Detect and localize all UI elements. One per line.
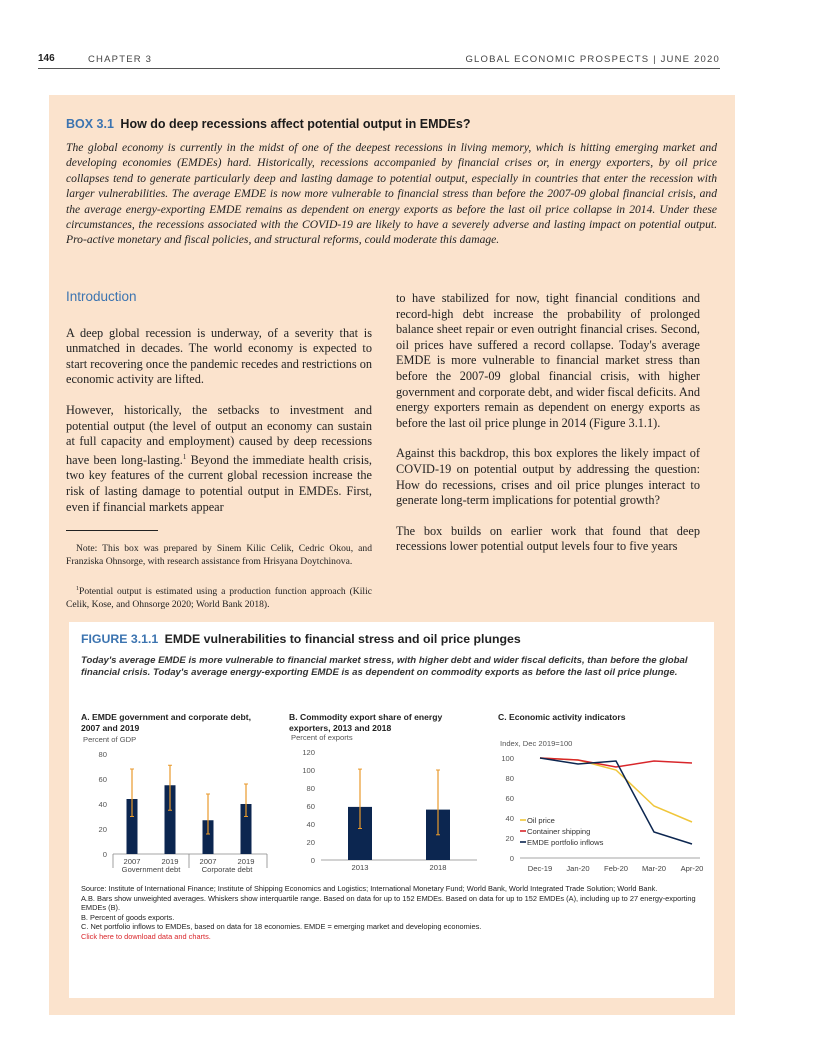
paragraph-text: However, historically, the setbacks to investment and potential output (the level of output an economy can sustain at full capacity and employment) caused by deep recessions have been long-lasting. <box>66 402 372 467</box>
legend-label: Container shipping <box>527 827 591 836</box>
running-header <box>38 52 720 69</box>
figure-3-1-1 <box>69 622 714 998</box>
x-tick-label: 2019 <box>161 857 179 866</box>
panel-c-title: C. Economic activity indicators <box>498 712 626 722</box>
footnote-ref: 1 <box>182 452 187 461</box>
x-tick-label: 2013 <box>351 863 369 872</box>
y-tick-label: 0 <box>509 854 514 863</box>
box-title-text: How do deep recessions affect potential output in EMDEs? <box>120 117 471 131</box>
y-tick-label: 100 <box>302 766 315 775</box>
legend-label: Oil price <box>527 816 555 825</box>
y-tick-label: 20 <box>306 838 315 847</box>
x-tick-label: Jan-20 <box>566 864 590 873</box>
footnote-number: 1 <box>76 586 79 593</box>
y-tick-label: 20 <box>505 834 514 843</box>
figure-title <box>81 632 521 646</box>
section-heading: Introduction <box>66 289 137 304</box>
running-title: GLOBAL ECONOMIC PROSPECTS | JUNE 2020 <box>465 54 720 65</box>
y-tick-label: 100 <box>501 754 514 763</box>
legend-label: EMDE portfolio inflows <box>527 838 604 847</box>
y-tick-label: 0 <box>102 850 107 859</box>
group-label: Government debt <box>121 865 181 874</box>
figure-label: FIGURE 3.1.1 <box>81 632 159 646</box>
text-column-left <box>66 289 372 626</box>
panel-a-title: A. EMDE government and corporate debt, 2007 and 2019 <box>81 712 251 733</box>
y-tick-label: 40 <box>306 820 315 829</box>
footnote <box>66 583 372 611</box>
panel-b-title: B. Commodity export share of energy exporters, 2013 and 2018 <box>289 712 443 733</box>
chart-panel-b <box>289 733 479 880</box>
figure-subtitle: Today's average EMDE is more vulnerable to financial market stress, with higher debt and wider fiscal deficits, than before the global financial crisis. Today's average energy-exporting EMDE is as dependent on commodity exports as before the last oil price plunge. <box>81 655 688 678</box>
paragraph: A deep global recession is underway, of a severity that is unmatched in decades. The world economy is expected to start recovering once the pandemic recedes and restrictions on economic activity are lifted. <box>66 325 372 387</box>
chapter-label: CHAPTER 3 <box>88 54 153 65</box>
x-tick-label: Dec-19 <box>527 864 553 873</box>
y-axis-label: Index, Dec 2019=100 <box>500 739 573 748</box>
figure-source: Source: Institute of International Finance; Institute of Shipping Economics and Logistics; International Monetary Fund; World Bank, World Integrated Trade Solution; World Bank. <box>81 884 658 893</box>
paragraph: Against this backdrop, this box explores the likely impact of COVID-19 on potential output by addressing the question: How do recessions, crises and oil price plunges interact to generate long-term implications for potential growth? <box>396 446 700 508</box>
paragraph: The box builds on earlier work that found that deep recessions lower potential output levels four to five years <box>396 523 700 554</box>
box-3-1 <box>49 95 735 1015</box>
paragraph <box>66 403 372 515</box>
y-tick-label: 40 <box>505 814 514 823</box>
y-tick-label: 80 <box>505 774 514 783</box>
footnote-text: Potential output is estimated using a production function approach (Kilic Celik, Kose, and Ohnsorge 2020; World Bank 2018). <box>66 586 372 610</box>
x-tick-label: 2019 <box>237 857 255 866</box>
page-number: 146 <box>38 53 55 64</box>
y-tick-label: 120 <box>302 748 315 757</box>
group-label: Corporate debt <box>201 865 253 874</box>
x-tick-label: Feb-20 <box>603 864 629 873</box>
y-tick-label: 40 <box>98 800 107 809</box>
figure-note-b: B. Percent of goods exports. <box>81 912 175 922</box>
figure-title-text: EMDE vulnerabilities to financial stress and oil price plunges <box>164 632 521 646</box>
box-label: BOX 3.1 <box>66 117 114 131</box>
y-tick-label: 80 <box>98 750 107 759</box>
x-tick-label: 2007 <box>199 857 217 866</box>
figure-note-c: C. Net portfolio inflows to EMDEs, based on data for 18 economies. EMDE = emerging market and developing economies. <box>81 922 482 932</box>
footnote-divider <box>66 530 158 531</box>
x-tick-label: Apr-20 <box>680 864 704 873</box>
paragraph-text: Beyond the immediate health crisis, two key features of the current global recession increase the risk of lasting damage to potential output in EMDEs. First, even if financial markets appear <box>66 452 372 514</box>
figure-notes <box>81 884 703 942</box>
y-tick-label: 60 <box>306 802 315 811</box>
text-column-right <box>396 291 700 570</box>
x-tick-label: Mar-20 <box>641 864 667 873</box>
y-axis-label: Percent of exports <box>291 733 353 742</box>
x-tick-label: 2018 <box>429 863 447 872</box>
y-tick-label: 0 <box>310 856 315 865</box>
figure-note-ab: A.B. Bars show unweighted averages. Whiskers show interquartile range. Based on data for up to 152 EMDEs. Based on data for up to 152 EMDEs (A), including up to 27 energy-exporting EMDEs (B). <box>81 893 696 913</box>
y-tick-label: 80 <box>306 784 315 793</box>
y-tick-label: 60 <box>505 794 514 803</box>
chart-panel-a <box>81 735 271 878</box>
box-abstract: The global economy is currently in the midst of one of the deepest recessions in living memory, which is hitting emerging market and developing economies (EMDEs) hard. Historically, recessions accompanied by financial crises or, in energy exporters, by oil price collapses tend to generate particularly deep and lasting damage to potential output, especially in countries that enter the recession with larger vulnerabilities. The average EMDE is now more vulnerable to financial stress than before the 2007-09 global financial crisis, and the average energy-exporting EMDE remains as dependent on energy exports as before the last oil price collapse in 2014. Under these circumstances, the recessions associated with the COVID-19 are likely to have a severely adverse and lasting impact on potential output. Pro-active monetary and fiscal policies, and structural reforms, could moderate this damage. <box>66 141 717 247</box>
y-axis-label: Percent of GDP <box>83 735 137 744</box>
download-link[interactable]: Click here to download data and charts. <box>81 931 211 941</box>
x-tick-label: 2007 <box>123 857 141 866</box>
y-tick-label: 20 <box>98 825 107 834</box>
box-note: Note: This box was prepared by Sinem Kilic Celik, Cedric Okou, and Franziska Ohnsorge, with research assistance from Hrisyana Doytchinova. <box>66 543 372 567</box>
chart-panel-c <box>498 738 708 880</box>
y-tick-label: 60 <box>98 775 107 784</box>
paragraph: to have stabilized for now, tight financial conditions and record-high debt increase the probability of prolonged balance sheet repair or even outright financial crises. Second, oil prices have suffered a record collapse. Today's average EMDE is more vulnerable to financial market stress than before the 2007-09 global financial crisis, with higher government and corporate debt, and wider fiscal deficits. And energy exporters remain as dependent on energy exports as before the last oil price plunge in 2014 (Figure 3.1.1). <box>396 291 700 430</box>
box-title <box>66 117 470 131</box>
